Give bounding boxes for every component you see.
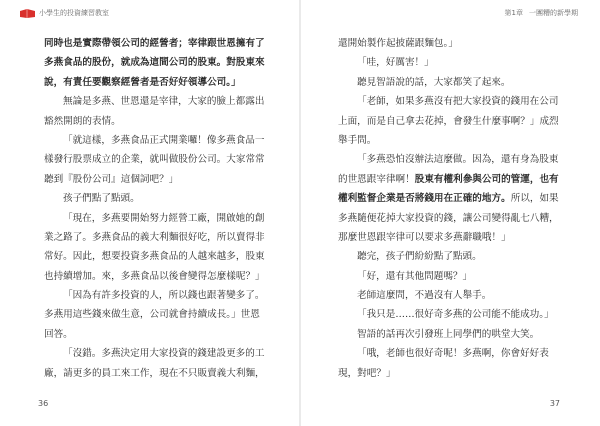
- page-number-right: 37: [549, 399, 560, 408]
- page-number-left: 36: [38, 399, 49, 408]
- chapter-label: 第1章: [504, 9, 523, 17]
- right-page: [300, 0, 600, 426]
- text-line: 「老師，如果多燕沒有把大家投資的錢用在公司: [357, 96, 559, 108]
- text-line: 「我只是……很好奇多燕的公司能不能成功。」: [357, 309, 554, 321]
- text-line: 「就這樣，多燕食品正式開業囉！像多燕食品一: [63, 134, 265, 146]
- text-line: 上面，而是自己拿去花掉，會發生什麼事啊？」成烈: [338, 115, 559, 127]
- text-line: 多燕用這些錢來做生意，公司就會持續成長。」世恩: [44, 309, 260, 321]
- text-line: 也持續增加。來，多燕食品以後會變得怎麼樣呢？」: [44, 270, 265, 282]
- chapter-title: 一團糟的新學期: [529, 9, 578, 17]
- book-title: 小學生的投資練習教室: [39, 9, 109, 17]
- running-header-right: [505, 8, 578, 18]
- text-line: 智語的話再次引發班上同學們的哄堂大笑。: [357, 328, 540, 340]
- text-line: 舉手問。: [338, 134, 377, 146]
- text-line: 老師這麼問，不過沒有人舉手。: [357, 290, 492, 302]
- text-line: 「因為有許多投資的人，所以錢也跟著變多了。: [63, 290, 265, 302]
- text-line: 「多燕恐怕沒辦法這麼做。因為，還有身為股東: [357, 154, 559, 166]
- text-line: 的世恩跟宰律啊！股東有權利參與公司的管運，也有: [338, 173, 559, 185]
- text-line: 聽到『股份公司』這個詞吧？」: [44, 173, 179, 185]
- text-line: 聽見智語說的話，大家都笑了起來。: [357, 76, 511, 88]
- text-line: 聽完，孩子們紛紛點了點頭。: [357, 251, 482, 263]
- text-line: 「現在，多燕要開始努力經營工廠，開啟她的創: [63, 212, 265, 224]
- text-line: 常好。因此，想要投資多燕食品的人越來越多，股東: [44, 251, 265, 263]
- text-line: 同時也是實際帶領公司的經營者；宰律跟世恩擁有了: [44, 38, 265, 49]
- text-line: 權利監督企業是否將錢用在正確的地方。所以，如果: [338, 193, 559, 205]
- text-line: 孩子們點了點頭。: [63, 193, 140, 205]
- text-line: 無論是多燕、世恩還是宰律，大家的臉上都露出: [63, 96, 265, 108]
- text-line: 說，有責任要觀察經營者是否好好領導公司。」: [44, 76, 241, 88]
- text-line: 現，對吧？」: [338, 367, 396, 379]
- text-line: 「哦，老師也很好奇呢！多燕啊，你會好好表: [357, 348, 549, 360]
- text-line: 多燕食品的股份，就成為這間公司的股東。對股東來: [44, 57, 265, 69]
- running-header-left: [20, 8, 109, 18]
- text-line: 多燕隨便花掉大家投資的錢，讓公司變得亂七八糟，: [338, 212, 559, 224]
- text-line: 廠，請更多的員工來工作，現在不只販賣義大利麵，: [44, 367, 265, 379]
- text-line: 還開始製作起披薩跟麵包。」: [338, 38, 458, 49]
- text-line: 「沒錯。多燕決定用大家投資的錢建設更多的工: [63, 348, 265, 360]
- text-line: 豁然開朗的表情。: [44, 115, 121, 127]
- left-body-text: [44, 34, 280, 383]
- text-line: 「好，還有其他問題嗎？」: [357, 270, 473, 282]
- text-line: 業之路了。多燕食品的義大利麵很好吃，所以賣得非: [44, 231, 265, 243]
- red-book-logo-icon: [20, 9, 35, 18]
- text-line: 「哇，好厲害！」: [357, 57, 434, 69]
- text-line: 回答。: [44, 328, 73, 340]
- text-line: 樣發行股票成立的企業，就叫做股份公司。大家常常: [44, 154, 265, 166]
- text-line: 那麼世恩跟宰律可以要求多燕辭職哦！」: [338, 231, 511, 243]
- right-body-text: [338, 34, 574, 383]
